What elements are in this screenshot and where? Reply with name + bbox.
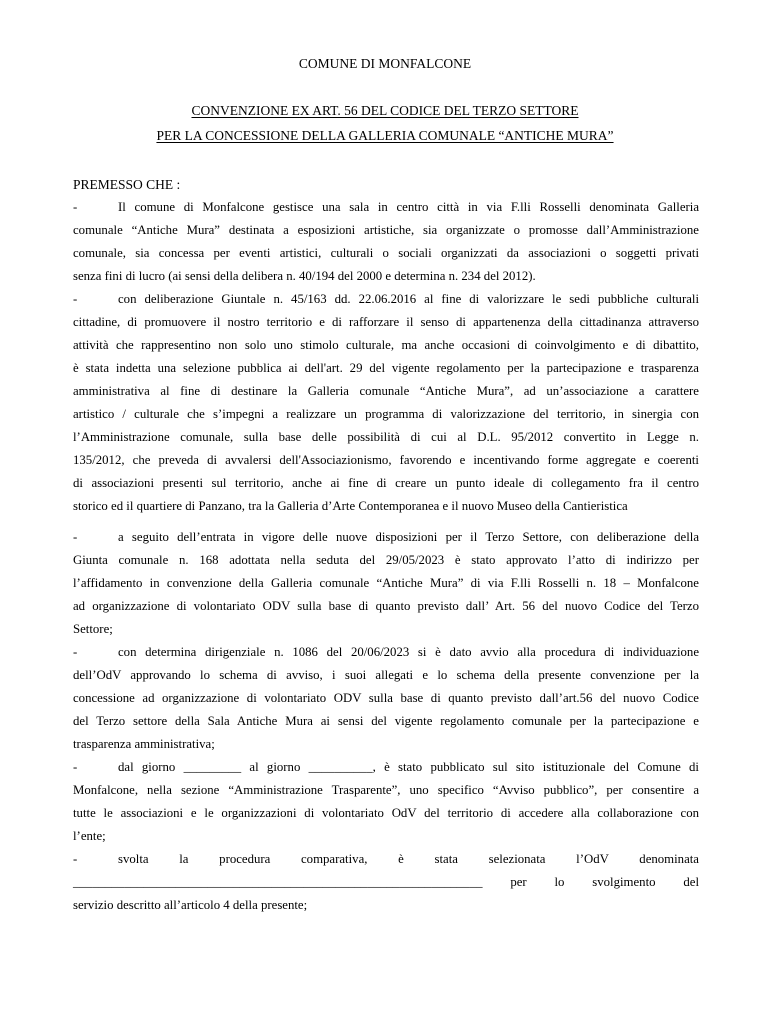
paragraph-line-text: con deliberazione Giuntale n. 45/163 dd. 22.06.2016 al fine di valorizzare le sedi pubbliche culturali bbox=[118, 292, 699, 306]
paragraph-line-text: Il comune di Monfalcone gestisce una sala in centro città in via F.lli Rosselli denominata Galleria bbox=[118, 200, 699, 214]
paragraph-line-text: a seguito dell’entrata in vigore delle nuove disposizioni per il Terzo Settore, con deliberazione della bbox=[118, 530, 699, 544]
paragraph-line: ad organizzazione di volontariato ODV sulla base di quanto previsto dall’ Art. 56 del nuovo Codice del Terzo bbox=[73, 599, 699, 613]
paragraph-line: cittadine, di promuovere il nostro territorio e di rafforzare il senso di appartenenza della cittadinanza attraverso bbox=[73, 315, 699, 329]
paragraph-line: 135/2012, che preveda di avvalersi dell'Associazionismo, favorendo e incentivando forme aggregate e coerenti bbox=[73, 453, 699, 467]
paragraph-line: l’affidamento in convenzione della Galleria comunale “Antiche Mura” di via F.lli Rosselli n. 18 – Monfalcone bbox=[73, 576, 699, 590]
paragraph-line: l’ente; bbox=[73, 829, 106, 843]
section-heading: PREMESSO CHE : bbox=[73, 177, 181, 192]
paragraph-line bbox=[73, 196, 699, 219]
premise-paragraph bbox=[73, 848, 699, 917]
paragraph-line: senza fini di lucro (ai sensi della delibera n. 40/194 del 2000 e determina n. 234 del 2012). bbox=[73, 269, 536, 283]
paragraph-line: Settore; bbox=[73, 622, 113, 636]
premise-paragraph bbox=[73, 288, 699, 518]
paragraph-line: dell’OdV approvando lo schema di avviso, i suoi allegati e lo schema della presente convenzione per la bbox=[73, 668, 699, 682]
list-dash: - bbox=[73, 645, 78, 659]
paragraph-line: comunale, sia concessa per eventi artistici, culturali o sociali organizzati da associazioni o soggetti privati bbox=[73, 246, 699, 260]
paragraph-line: l’Amministrazione comunale, sulla base delle possibilità di cui al D.L. 95/2012 convertito in Legge n. bbox=[73, 430, 699, 444]
premises-body bbox=[73, 196, 699, 917]
paragraph-line: comunale “Antiche Mura” destinata a esposizioni artistiche, sia organizzate o promosse dall’Amministrazione bbox=[73, 223, 699, 237]
title-line-2: PER LA CONCESSIONE DELLA GALLERIA COMUNALE “ANTICHE MURA” bbox=[156, 128, 614, 143]
paragraph-line bbox=[73, 848, 699, 871]
paragraph-line: Giunta comunale n. 168 adottata nella seduta del 29/05/2023 è stato approvato l’atto di indirizzo per bbox=[73, 553, 699, 567]
premise-paragraph bbox=[73, 756, 699, 848]
paragraph-line-text: con determina dirigenziale n. 1086 del 20/06/2023 si è dato avvio alla procedura di individuazione bbox=[118, 645, 699, 659]
paragraph-line: attività che rappresentino non solo uno stimolo culturale, ma anche occasioni di coinvolgimento e di dibattito, bbox=[73, 338, 699, 352]
paragraph-line: concessione ad organizzazione di volontariato ODV sulla base di quanto previsto dall’art.56 del nuovo Codice bbox=[73, 691, 699, 705]
paragraph-line bbox=[73, 756, 699, 779]
paragraph-line: ________________________________________________________________ per lo svolgimento del bbox=[73, 875, 699, 889]
list-dash: - bbox=[73, 292, 78, 306]
title-line-1: CONVENZIONE EX ART. 56 DEL CODICE DEL TERZO SETTORE bbox=[191, 103, 579, 118]
paragraph-line: del Terzo settore della Sala Antiche Mura ai sensi del vigente regolamento comunale per la partecipazione e bbox=[73, 714, 699, 728]
list-dash: - bbox=[73, 852, 78, 866]
premise-paragraph bbox=[73, 196, 699, 288]
paragraph-line bbox=[73, 288, 699, 311]
premise-paragraph bbox=[73, 526, 699, 641]
paragraph-line-text: dal giorno _________ al giorno __________, è stato pubblicato sul sito istituzionale del Comune di bbox=[118, 760, 699, 774]
paragraph-line-text: svolta la procedura comparativa, è stata selezionata l’OdV denominata bbox=[118, 852, 699, 866]
paragraph-line: trasparenza amministrativa; bbox=[73, 737, 215, 751]
paragraph-line: amministrativa al fine di destinare la Galleria comunale “Antiche Mura”, ad un’associazione a carattere bbox=[73, 384, 699, 398]
paragraph-line: Monfalcone, nella sezione “Amministrazione Trasparente”, uno specifico “Avviso pubblico”, per consentire a bbox=[73, 783, 699, 797]
paragraph-line: è stata indetta una selezione pubblica ai dell'art. 29 del vigente regolamento per la partecipazione e trasparenza bbox=[73, 361, 699, 375]
paragraph-line: di associazioni presenti sul territorio, anche ai fine di creare un punto ideale di collegamento fra il centro bbox=[73, 476, 699, 490]
paragraph-line bbox=[73, 641, 699, 664]
paragraph-line: tutte le associazioni e le organizzazioni di volontariato OdV del territorio di accedere alla collaborazione con bbox=[73, 806, 699, 820]
paragraph-line: artistico / culturale che s’impegni a realizzare un programma di valorizzazione del territorio, in sinergia con bbox=[73, 407, 699, 421]
list-dash: - bbox=[73, 760, 78, 774]
paragraph-line: storico ed il quartiere di Panzano, tra la Galleria d’Arte Contemporanea e il nuovo Museo della Cantieristica bbox=[73, 499, 628, 513]
paragraph-line: servizio descritto all’articolo 4 della presente; bbox=[73, 898, 308, 912]
premise-paragraph bbox=[73, 641, 699, 756]
list-dash: - bbox=[73, 200, 78, 214]
list-dash: - bbox=[73, 530, 78, 544]
municipality-heading: COMUNE DI MONFALCONE bbox=[298, 56, 472, 71]
paragraph-line bbox=[73, 526, 699, 549]
